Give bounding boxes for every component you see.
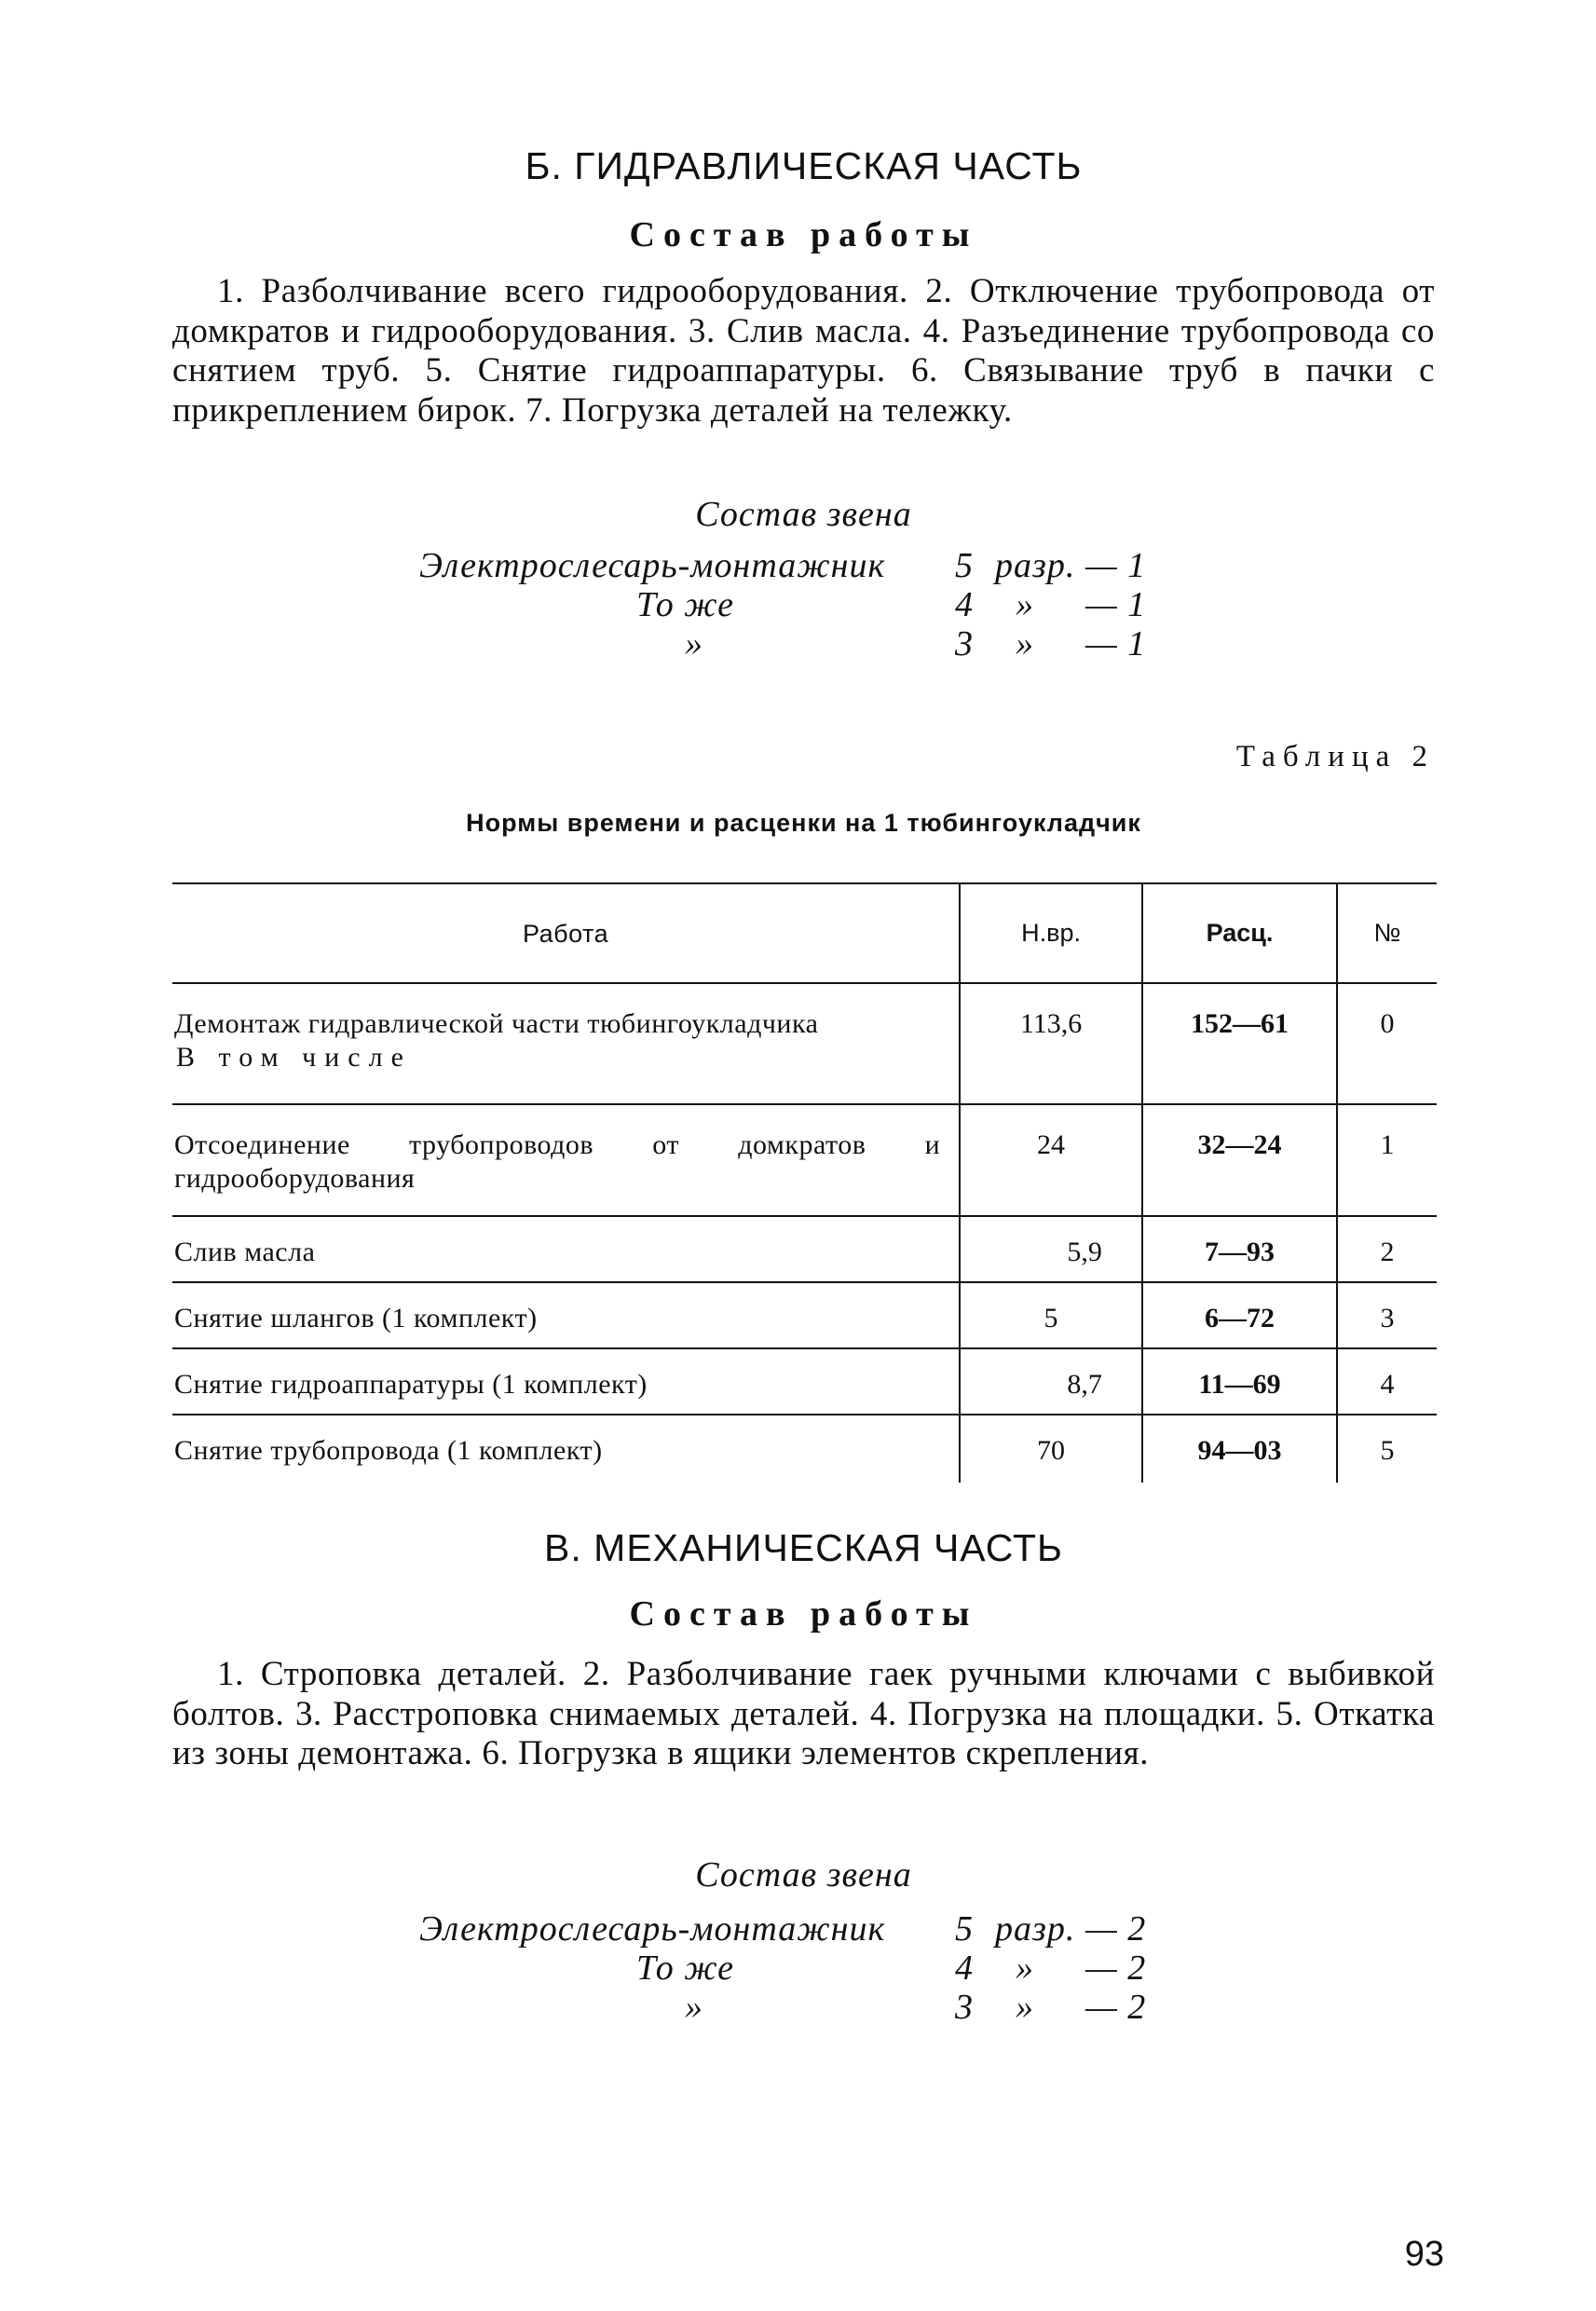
- crew-count: — 1: [1085, 546, 1147, 585]
- crew-grade: 4: [955, 1949, 974, 1988]
- table-row: [172, 1282, 1437, 1348]
- crew-unit: разр.: [995, 1909, 1076, 1949]
- row-work: Слив масла: [172, 1216, 960, 1282]
- section-b-work-heading: Состав работы: [629, 215, 978, 254]
- header-work: Работа: [172, 883, 960, 983]
- crew-grade: 4: [955, 585, 974, 624]
- row-no: 4: [1337, 1348, 1437, 1415]
- row-nvr: 5: [960, 1282, 1142, 1348]
- crew-row: [0, 1908, 1596, 1948]
- crew-role: »: [685, 1988, 703, 2027]
- row-no: 1: [1337, 1104, 1437, 1216]
- crew-unit: »: [1016, 585, 1034, 624]
- row-rasc: 152—61: [1142, 983, 1337, 1104]
- crew-count: — 1: [1085, 585, 1147, 624]
- page-number: 93: [1404, 2235, 1444, 2274]
- row-nvr: 24: [960, 1104, 1142, 1216]
- table-header-row: [172, 883, 1437, 983]
- crew-unit: »: [1016, 624, 1034, 663]
- row-work: Снятие шлангов (1 комплект): [172, 1282, 960, 1348]
- crew-role: Электрослесарь-монтажник: [419, 546, 886, 585]
- row-work: Демонтаж гидравлической части тюбингоукладчика: [174, 1008, 819, 1039]
- table-row: [172, 1415, 1437, 1483]
- row-work: Снятие трубопровода (1 комплект): [174, 1435, 603, 1466]
- row-sub-label: В том числе: [176, 1042, 412, 1073]
- crew-row: [0, 584, 1596, 623]
- crew-unit: разр.: [995, 546, 1076, 585]
- table-row: [172, 1216, 1437, 1282]
- crew-unit: »: [1016, 1988, 1034, 2027]
- header-nvr: Н.вр.: [960, 883, 1142, 983]
- row-work: Снятие гидроаппаратуры (1 комплект): [172, 1348, 960, 1415]
- crew-grade: 5: [955, 546, 974, 585]
- crew-role: »: [685, 624, 703, 663]
- row-nvr: 5,9: [960, 1216, 1142, 1282]
- crew-unit: »: [1016, 1949, 1034, 1988]
- crew-count: — 2: [1085, 1949, 1147, 1988]
- crew-count: — 1: [1085, 624, 1147, 663]
- table-label: Таблица 2: [1235, 740, 1435, 773]
- crew-row: [0, 1948, 1596, 1987]
- section-b-crew-heading: Состав звена: [695, 495, 912, 534]
- section-c-title: В. МЕХАНИЧЕСКАЯ ЧАСТЬ: [544, 1526, 1063, 1569]
- row-nvr: 70: [960, 1415, 1142, 1483]
- section-c-crew-list: [0, 1908, 1596, 2026]
- row-no: 3: [1337, 1282, 1437, 1348]
- section-c-work-heading: Состав работы: [629, 1594, 978, 1634]
- crew-role: То же: [636, 585, 734, 624]
- row-no: 2: [1337, 1216, 1437, 1282]
- row-work: Отсоединение трубопроводов от домкратов и гидрооборудования: [172, 1104, 960, 1216]
- section-c-work-text: 1. Строповка деталей. 2. Разболчивание гаек ручными ключами с выбивкой болтов. 3. Расстроповка снимаемых деталей. 4. Погрузка на площадки. 5. Откатка из зоны демонтажа. 6. Погрузка в ящики элементов скрепления.: [172, 1655, 1435, 1772]
- crew-row: [0, 545, 1596, 584]
- header-rasc: Расц.: [1142, 883, 1337, 983]
- table-caption: Нормы времени и расценки на 1 тюбингоукладчик: [466, 809, 1141, 837]
- crew-count: — 2: [1085, 1909, 1147, 1949]
- row-rasc: 7—93: [1142, 1216, 1337, 1282]
- table-row: [172, 1104, 1437, 1216]
- section-b-work-text: 1. Разболчивание всего гидрооборудования. 2. Отключение трубопровода от домкратов и гидрооборудования. 3. Слив масла. 4. Разъединение трубопровода со снятием труб. 5. Снятие гидроаппаратуры. 6. Связывание труб в пачки с прикреплением бирок. 7. Погрузка деталей на тележку.: [172, 272, 1435, 430]
- crew-grade: 5: [955, 1909, 974, 1949]
- crew-role: То же: [636, 1949, 734, 1988]
- row-nvr: 8,7: [960, 1348, 1142, 1415]
- table-row: [172, 1348, 1437, 1415]
- crew-row: [0, 1987, 1596, 2026]
- row-no: 5: [1337, 1415, 1437, 1483]
- row-nvr: 113,6: [960, 983, 1142, 1104]
- row-rasc: 94—03: [1142, 1415, 1337, 1483]
- section-b-crew-list: [0, 545, 1596, 663]
- crew-count: — 2: [1085, 1988, 1147, 2027]
- row-no: 0: [1337, 983, 1437, 1104]
- crew-row: [0, 623, 1596, 663]
- crew-role: Электрослесарь-монтажник: [419, 1909, 886, 1949]
- section-b-title: Б. ГИДРАВЛИЧЕСКАЯ ЧАСТЬ: [525, 144, 1083, 187]
- table-row: [172, 983, 1437, 1104]
- header-no: №: [1337, 883, 1437, 983]
- crew-grade: 3: [955, 1988, 974, 2027]
- norms-table: [172, 882, 1437, 1483]
- section-c-crew-heading: Состав звена: [695, 1855, 912, 1894]
- row-rasc: 11—69: [1142, 1348, 1337, 1415]
- row-rasc: 6—72: [1142, 1282, 1337, 1348]
- crew-grade: 3: [955, 624, 974, 663]
- row-rasc: 32—24: [1142, 1104, 1337, 1216]
